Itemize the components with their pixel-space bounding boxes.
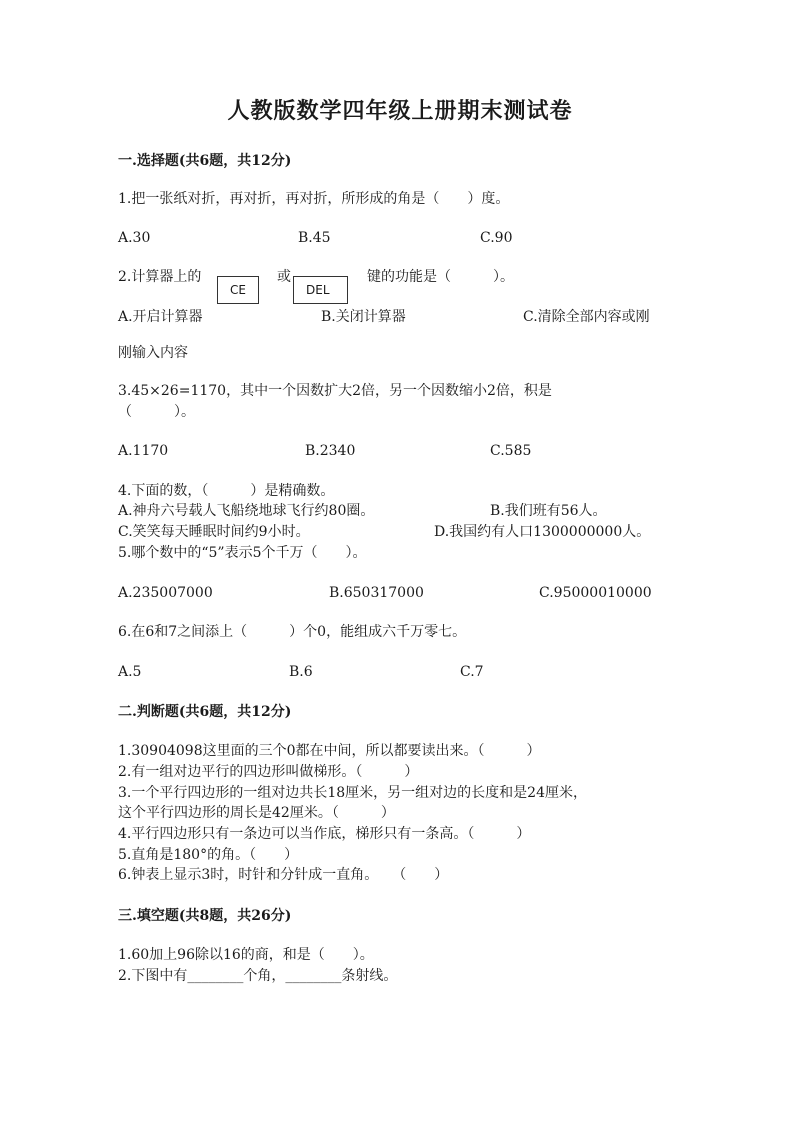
q5-option-b: B.650317000	[329, 585, 424, 601]
ce-key-box	[217, 276, 259, 304]
question-1: 1.把一张纸对折，再对折，再对折，所形成的角是（ ）度。	[118, 191, 510, 207]
q1-option-b: B.45	[298, 230, 331, 246]
q4-option-c: C.笑笑每天睡眠时间约9小时。	[118, 524, 310, 540]
judgement-item-3: 3.一个平行四边形的一组对边共长18厘米，另一组对边的长度和是24厘米，	[118, 785, 587, 801]
q2-option-c-continued: 刚输入内容	[118, 345, 188, 361]
q2-prefix: 2.计算器上的	[118, 269, 202, 285]
section-heading-judgement: 二.判断题(共6题，共12分)	[118, 704, 292, 720]
q1-option-a: A.30	[118, 230, 151, 246]
question-6: 6.在6和7之间添上（ ）个0，能组成六千万零七。	[118, 624, 467, 640]
q3-line-1: 3.45×26=1170，其中一个因数扩大2倍，另一个因数缩小2倍，积是	[118, 383, 552, 399]
judgement-item-3-continued: 这个平行四边形的周长是42厘米。（ ）	[118, 805, 395, 821]
section-heading-fill-in: 三.填空题(共8题，共26分)	[118, 908, 292, 924]
judgement-item-6: 6.钟表上显示3时，时针和分针成一直角。 （ ）	[118, 867, 449, 883]
q2-suffix: 键的功能是（ ）。	[367, 269, 514, 285]
judgement-item-1: 1.30904098这里面的三个0都在中间，所以都要读出来。（ ）	[118, 743, 541, 759]
q3-option-c: C.585	[490, 443, 532, 459]
fill-in-item-2: 2.下图中有________个角，________条射线。	[118, 968, 398, 984]
q5-option-c: C.95000010000	[539, 585, 652, 601]
q6-option-a: A.5	[118, 664, 142, 680]
judgement-item-4: 4.平行四边形只有一条边可以当作底，梯形只有一条高。（ ）	[118, 826, 531, 842]
del-key-label: DEL	[306, 283, 330, 297]
question-4: 4.下面的数，（ ）是精确数。	[118, 483, 335, 499]
q2-option-c: C.清除全部内容或刚	[523, 309, 650, 325]
q6-option-b: B.6	[289, 664, 313, 680]
q2-or: 或	[277, 269, 291, 285]
judgement-item-2: 2.有一组对边平行的四边形叫做梯形。（ ）	[118, 764, 419, 780]
fill-in-item-1: 1.60加上96除以16的商，和是（ ）。	[118, 947, 374, 963]
q1-option-c: C.90	[480, 230, 513, 246]
q2-option-b: B.关闭计算器	[321, 309, 406, 325]
q2-option-a: A.开启计算器	[118, 309, 203, 325]
q4-option-b: B.我们班有56人。	[490, 503, 607, 519]
page-title: 人教版数学四年级上册期末测试卷	[227, 98, 573, 124]
q4-option-d: D.我国约有人口1300000000人。	[434, 524, 651, 540]
q4-option-a: A.神舟六号载人飞船绕地球飞行约80圈。	[118, 503, 375, 519]
q6-option-c: C.7	[460, 664, 484, 680]
q3-line-2: （ ）。	[118, 404, 195, 420]
judgement-item-5: 5.直角是180°的角。（ ）	[118, 847, 299, 863]
ce-key-label: CE	[230, 283, 246, 297]
del-key-box	[293, 276, 348, 304]
q3-option-a: A.1170	[118, 443, 169, 459]
q3-option-b: B.2340	[305, 443, 356, 459]
section-heading-choice: 一.选择题(共6题，共12分)	[118, 153, 292, 169]
question-5: 5.哪个数中的“5”表示5个千万（ ）。	[118, 545, 367, 561]
q5-option-a: A.235007000	[118, 585, 213, 601]
